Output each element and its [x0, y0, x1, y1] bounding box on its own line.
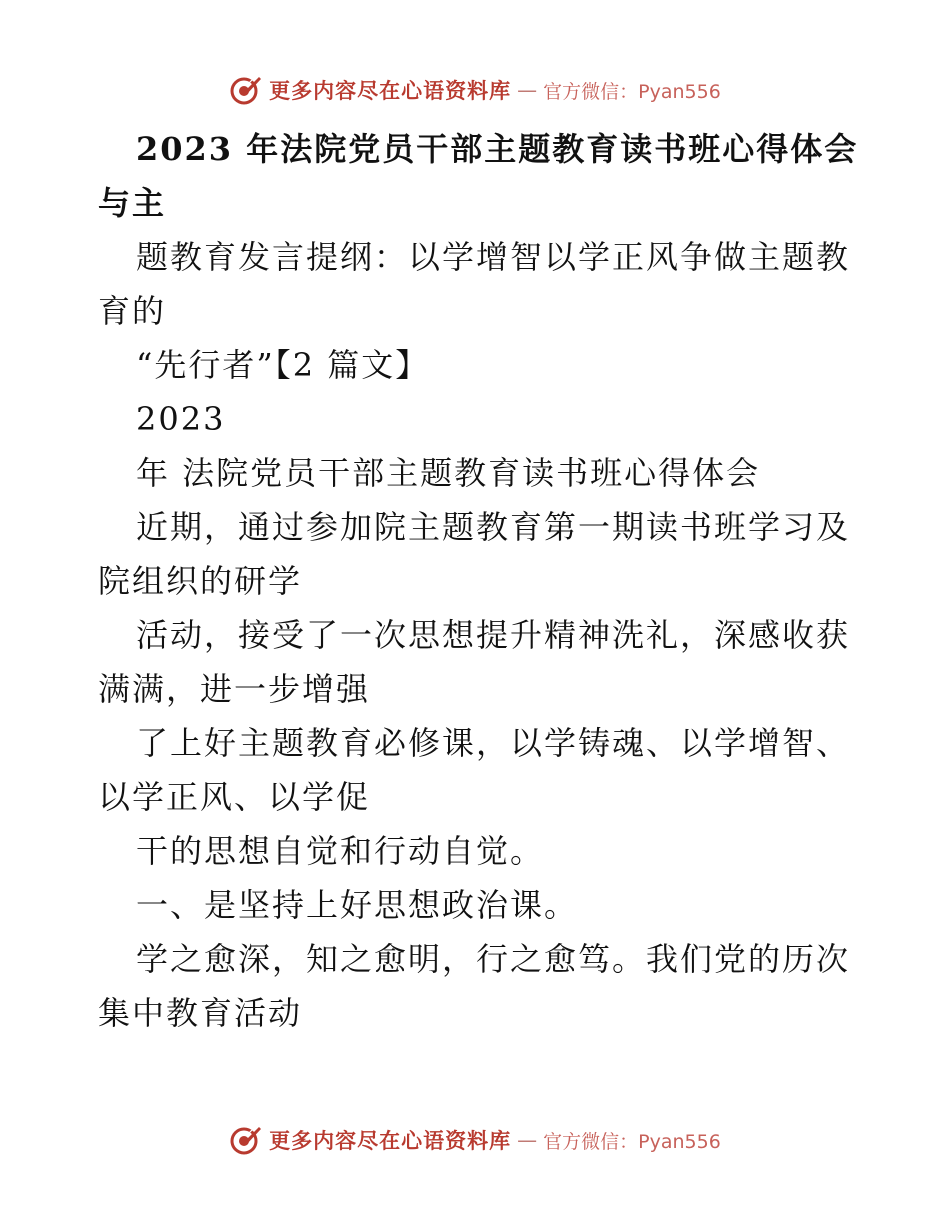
doc-subheading: 一、是坚持上好思想政治课。: [136, 886, 579, 924]
watermark-header: [0, 70, 950, 110]
doc-text-line: 学之愈深，知之愈明，行之愈笃。我们党的历次: [136, 940, 851, 978]
doc-text-line: 2023: [136, 400, 226, 438]
doc-text-line: 近期，通过参加院主题教育第一期读书班学习及: [136, 508, 851, 546]
watermark-contact: 官方微信：Pyan556: [543, 1130, 721, 1153]
doc-text-line: 干的思想自觉和行动自觉。: [136, 832, 545, 870]
doc-title-line: “先行者”【2 篇文】: [136, 346, 430, 384]
doc-title-line: 育的: [98, 292, 167, 330]
doc-text-line: 以学正风、以学促: [98, 778, 371, 816]
quill-pen-logo-icon: [229, 73, 263, 107]
watermark-separator: —: [517, 78, 538, 102]
quill-pen-logo-icon: [229, 1123, 263, 1157]
doc-text-line: 满满，进一步增强: [98, 670, 371, 708]
doc-text-line: 活动，接受了一次思想提升精神洗礼，深感收获: [136, 616, 851, 654]
watermark-brand: 更多内容尽在心语资料库: [269, 1129, 512, 1153]
watermark-brand: 更多内容尽在心语资料库: [269, 79, 512, 103]
document-body: [98, 122, 858, 1040]
doc-title-line: 与主: [98, 184, 167, 222]
doc-title-line: 题教育发言提纲：以学增智以学正风争做主题教: [136, 238, 851, 276]
watermark-contact: 官方微信：Pyan556: [543, 80, 721, 103]
watermark-separator: —: [517, 1128, 538, 1152]
doc-title-line: 2023 年法院党员干部主题教育读书班心得体会: [136, 130, 859, 168]
doc-text-line: 院组织的研学: [98, 562, 303, 600]
watermark-footer: [0, 1120, 950, 1160]
doc-section-heading: 年 法院党员干部主题教育读书班心得体会: [136, 454, 761, 492]
doc-text-line: 了上好主题教育必修课，以学铸魂、以学增智、: [136, 724, 851, 762]
doc-text-line: 集中教育活动: [98, 994, 303, 1032]
